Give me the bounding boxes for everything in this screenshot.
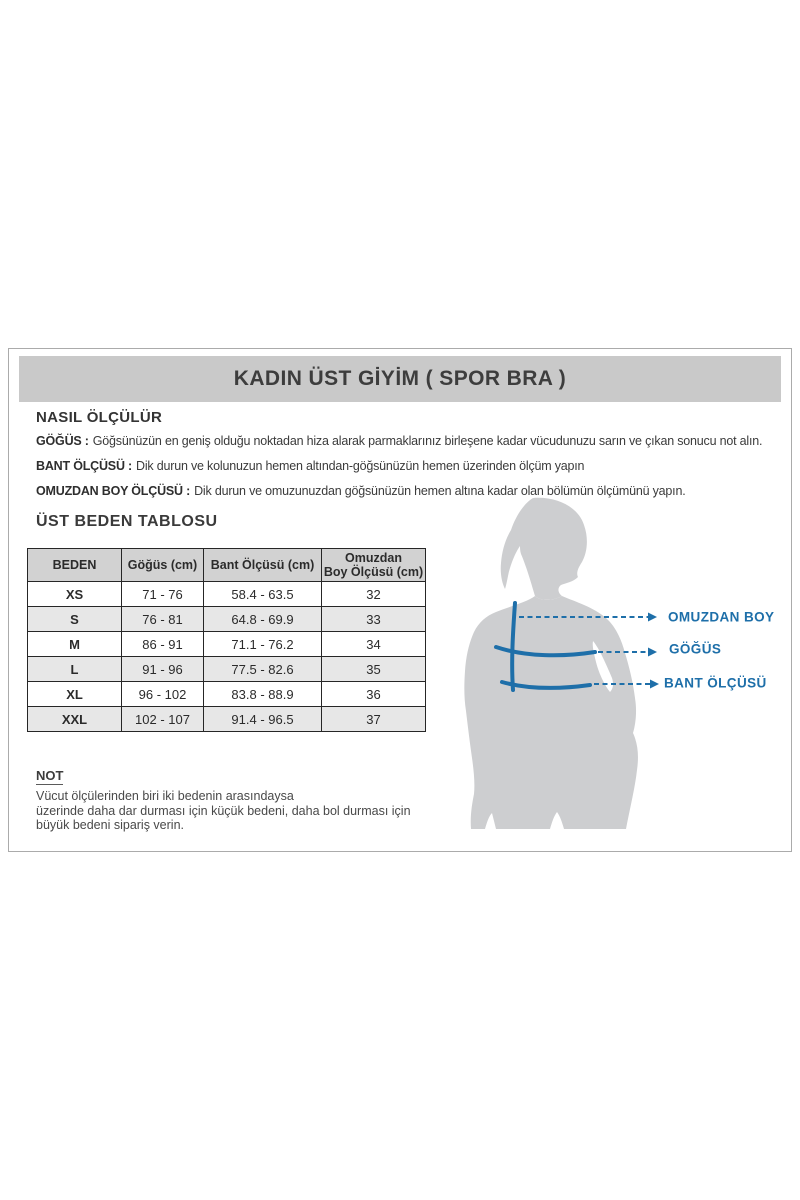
bant-olcusu-arrowhead xyxy=(650,680,659,689)
measure-instruction-band xyxy=(36,454,788,479)
gogus-arrowhead xyxy=(648,648,657,657)
cell-band: 83.8 - 88.9 xyxy=(204,682,322,707)
cell-size: XXL xyxy=(28,707,122,732)
how-to-measure-heading: NASIL ÖLÇÜLÜR xyxy=(36,409,163,426)
cell-band: 77.5 - 82.6 xyxy=(204,657,322,682)
instruction-label: GÖĞÜS : xyxy=(36,434,89,448)
column-header-shoulder-line2: Boy Ölçüsü (cm) xyxy=(323,565,424,579)
cell-size: L xyxy=(28,657,122,682)
size-table-heading: ÜST BEDEN TABLOSU xyxy=(36,513,218,530)
cell-size: S xyxy=(28,607,122,632)
cell-band: 71.1 - 76.2 xyxy=(204,632,322,657)
note-line: üzerinde daha dar durması için küçük bedeni, daha bol durması için xyxy=(36,803,411,818)
size-table-header-row xyxy=(28,549,426,582)
column-header-band: Bant Ölçüsü (cm) xyxy=(204,549,322,582)
table-row xyxy=(28,632,426,657)
title-bar xyxy=(19,356,781,402)
cell-shoulder: 33 xyxy=(322,607,426,632)
column-header-chest: Göğüs (cm) xyxy=(122,549,204,582)
how-to-measure-list xyxy=(36,429,788,504)
instruction-text: Göğsünüzün en geniş olduğu noktadan hiza alarak parmaklarınız birleşene kadar vücudunuzu sarın ve çıkan sonucu not alın. xyxy=(92,434,763,448)
cell-band: 91.4 - 96.5 xyxy=(204,707,322,732)
cell-shoulder: 35 xyxy=(322,657,426,682)
cell-size: XS xyxy=(28,582,122,607)
column-header-size: BEDEN xyxy=(28,549,122,582)
instruction-text: Dik durun ve omuzunuzdan göğsünüzün hemen altına kadar olan bölümün ölçümünü yapın. xyxy=(194,484,686,498)
size-table xyxy=(27,548,426,732)
note-section xyxy=(36,767,516,833)
table-row xyxy=(28,682,426,707)
cell-shoulder: 36 xyxy=(322,682,426,707)
page-title: KADIN ÜST GİYİM ( SPOR BRA ) xyxy=(233,367,567,390)
note-line: Vücut ölçülerinden biri iki bedenin arasındaysa xyxy=(36,789,294,803)
column-header-shoulder xyxy=(322,549,426,582)
label-gogus: GÖĞÜS xyxy=(669,641,722,657)
instruction-text: Dik durun ve kolunuzun hemen altından-göğsünüzün hemen üzerinden ölçüm yapın xyxy=(136,459,585,473)
cell-band: 64.8 - 69.9 xyxy=(204,607,322,632)
label-omuzdan-boy: OMUZDAN BOY xyxy=(668,609,775,625)
cell-chest: 71 - 76 xyxy=(122,582,204,607)
cell-chest: 76 - 81 xyxy=(122,607,204,632)
instruction-label: OMUZDAN BOY ÖLÇÜSÜ : xyxy=(36,484,191,498)
cell-chest: 86 - 91 xyxy=(122,632,204,657)
label-bant-olcusu: BANT ÖLÇÜSÜ xyxy=(664,675,767,691)
instruction-label: BANT ÖLÇÜSÜ : xyxy=(36,459,133,473)
cell-chest: 102 - 107 xyxy=(122,707,204,732)
table-row xyxy=(28,607,426,632)
cell-shoulder: 34 xyxy=(322,632,426,657)
note-line: büyük bedeni sipariş verin. xyxy=(36,818,184,832)
cell-size: XL xyxy=(28,682,122,707)
omuzdan-boy-arrowhead xyxy=(648,613,657,622)
cell-shoulder: 32 xyxy=(322,582,426,607)
table-row xyxy=(28,582,426,607)
table-row xyxy=(28,657,426,682)
column-header-shoulder-line1: Omuzdan xyxy=(345,551,402,565)
cell-chest: 96 - 102 xyxy=(122,682,204,707)
silhouette-head xyxy=(501,498,587,600)
cell-chest: 91 - 96 xyxy=(122,657,204,682)
table-row xyxy=(28,707,426,732)
measure-instruction-chest xyxy=(36,429,788,454)
size-chart-sheet xyxy=(8,348,792,852)
cell-size: M xyxy=(28,632,122,657)
note-heading: NOT xyxy=(36,768,64,783)
cell-band: 58.4 - 63.5 xyxy=(204,582,322,607)
cell-shoulder: 37 xyxy=(322,707,426,732)
